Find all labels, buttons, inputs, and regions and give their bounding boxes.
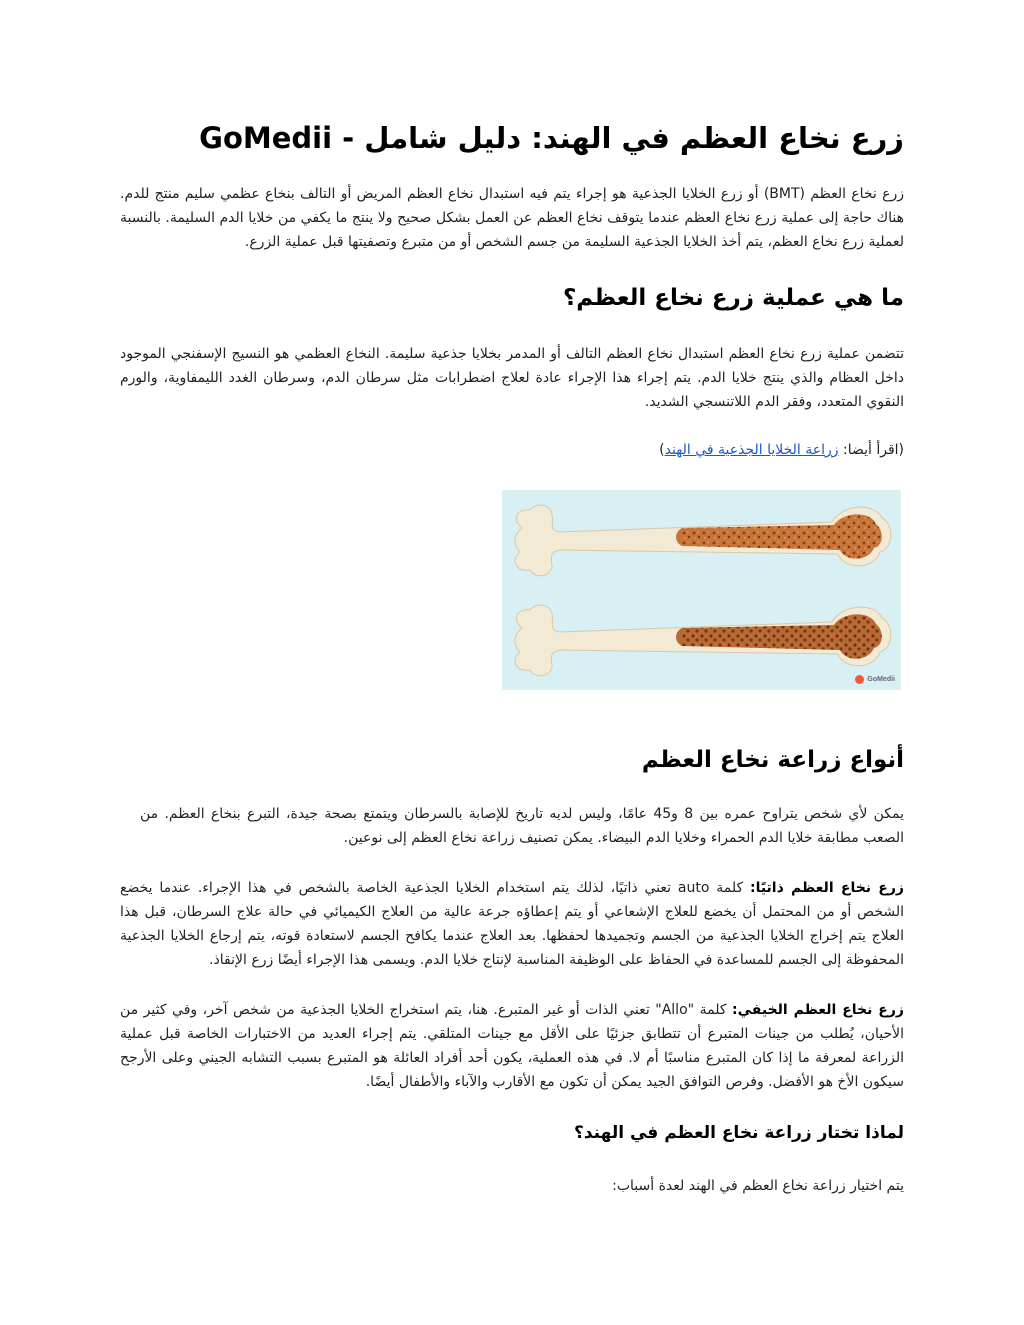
allogeneic-lead: زرع نخاع العظم الخيفي:: [732, 1002, 904, 1018]
bone-marrow-illustration: [502, 490, 901, 690]
bones-graphic: [502, 490, 901, 690]
read-also-link[interactable]: زراعة الخلايا الجذعية في الهند: [664, 442, 839, 458]
read-also-prefix: (اقرأ أيضا:: [838, 442, 904, 458]
why-india-paragraph: يتم اختيار زراعة نخاع العظم في الهند لعدة أسباب:: [612, 1178, 904, 1194]
autologous-lead: زرع نخاع العظم ذاتيًا:: [749, 880, 904, 896]
types-paragraph: يمكن لأي شخص يتراوح عمره بين 8 و45 عامًا، وليس لديه تاريخ للإصابة بالسرطان ويتمتع بصحة جيدة، التبرع بنخاع العظم. من الصعب مطابقة خلايا الدم الحمراء وخلايا الدم البيضاء. يمكن تصنيف زراعة نخاع العظم إلى نوعين.: [140, 806, 904, 846]
page-title: زرع نخاع العظم في الهند: دليل شامل - GoMedii: [199, 121, 904, 155]
section-heading-types: أنواع زراعة نخاع العظم: [641, 747, 904, 773]
autologous-body: كلمة auto تعني ذاتيًا، لذلك يتم استخدام الخلايا الجذعية الخاصة بالشخص في هذا الإجراء. عندما يخضع الشخص أو من المحتمل أن يخضع للعلاج الإشعاعي أو يتم إعطاؤه جرعة عالية من العلاج الكيميائي في حالة علاج السرطان، قبل هذا العلاج يتم إخراج الخلايا الجذعية من الجسم وتجميدها لحفظها. بعد العلاج عندما يكافح الجسم لاستعادة قوته، يتم إرجاع الخلايا الجذعية المحفوظة إلى الجسم للمساعدة في الحفاظ على الوظيفة المناسبة لإنتاج خلايا الدم. ويسمى هذا الإجراء أيضًا زرع الإنقاذ.: [120, 880, 904, 968]
allogeneic-body: كلمة "Allo" تعني الذات أو غير المتبرع. هنا، يتم استخراج الخلايا الجذعية من شخص آخر، وفي كثير من الأحيان، يُطلب من جينات المتبرع أن تتطابق جزئيًا على الأقل مع جينات المتلقي. يتم إجراء العديد من الاختبارات الخاصة قبل عملية الزراعة لمعرفة ما إذا كان المتبرع مناسبًا أم لا. في هذه العملية، يكون أحد أفراد العائلة هو المتبرع بسبب التشابه الجيني وعلى الأرجح سيكون الأخ هو الأفضل. وفرص التوافق الجيد يمكن أن تكون مع الأقارب والآباء والأطفال أيضًا.: [120, 1002, 904, 1090]
section-heading-what-is: ما هي عملية زرع نخاع العظم؟: [562, 285, 904, 311]
watermark-text: GoMedii: [867, 676, 895, 683]
healthy-bone: [515, 505, 891, 576]
diseased-bone: [515, 605, 891, 676]
what-is-paragraph: تتضمن عملية زرع نخاع العظم استبدال نخاع العظم التالف أو المدمر بخلايا جذعية سليمة. النخاع العظمي هو النسيج الإسفنجي الموجود داخل العظام والذي ينتج خلايا الدم. يتم إجراء هذا الإجراء عادة لعلاج اضطرابات مثل سرطان الدم، وسرطان الغدد الليمفاوية، والورم النقوي المتعدد، وفقر الدم اللاتنسجي الشديد.: [120, 346, 904, 410]
gomedii-watermark: [855, 675, 895, 684]
gomedii-logo-icon: [855, 675, 864, 684]
intro-paragraph: زرع نخاع العظم (BMT) أو زرع الخلايا الجذعية هو إجراء يتم فيه استبدال نخاع العظم المريض أو التالف بنخاع عظمي سليم منتج للدم. هناك حاجة إلى عملية زرع نخاع العظم عندما يتوقف نخاع العظم عن العمل بشكل صحيح ولا ينتج ما يكفي من خلايا الدم السليمة. بالنسبة لعملية زرع نخاع العظم، يتم أخذ الخلايا الجذعية السليمة من جسم الشخص أو من متبرع وتصفيتها قبل عملية الزرع.: [120, 186, 904, 250]
section-heading-why-india: لماذا تختار زراعة نخاع العظم في الهند؟: [573, 1123, 904, 1143]
autologous-paragraph: [120, 876, 904, 972]
allogeneic-paragraph: [120, 998, 904, 1094]
read-also-suffix: ): [659, 442, 665, 458]
read-also-line: [120, 438, 904, 462]
